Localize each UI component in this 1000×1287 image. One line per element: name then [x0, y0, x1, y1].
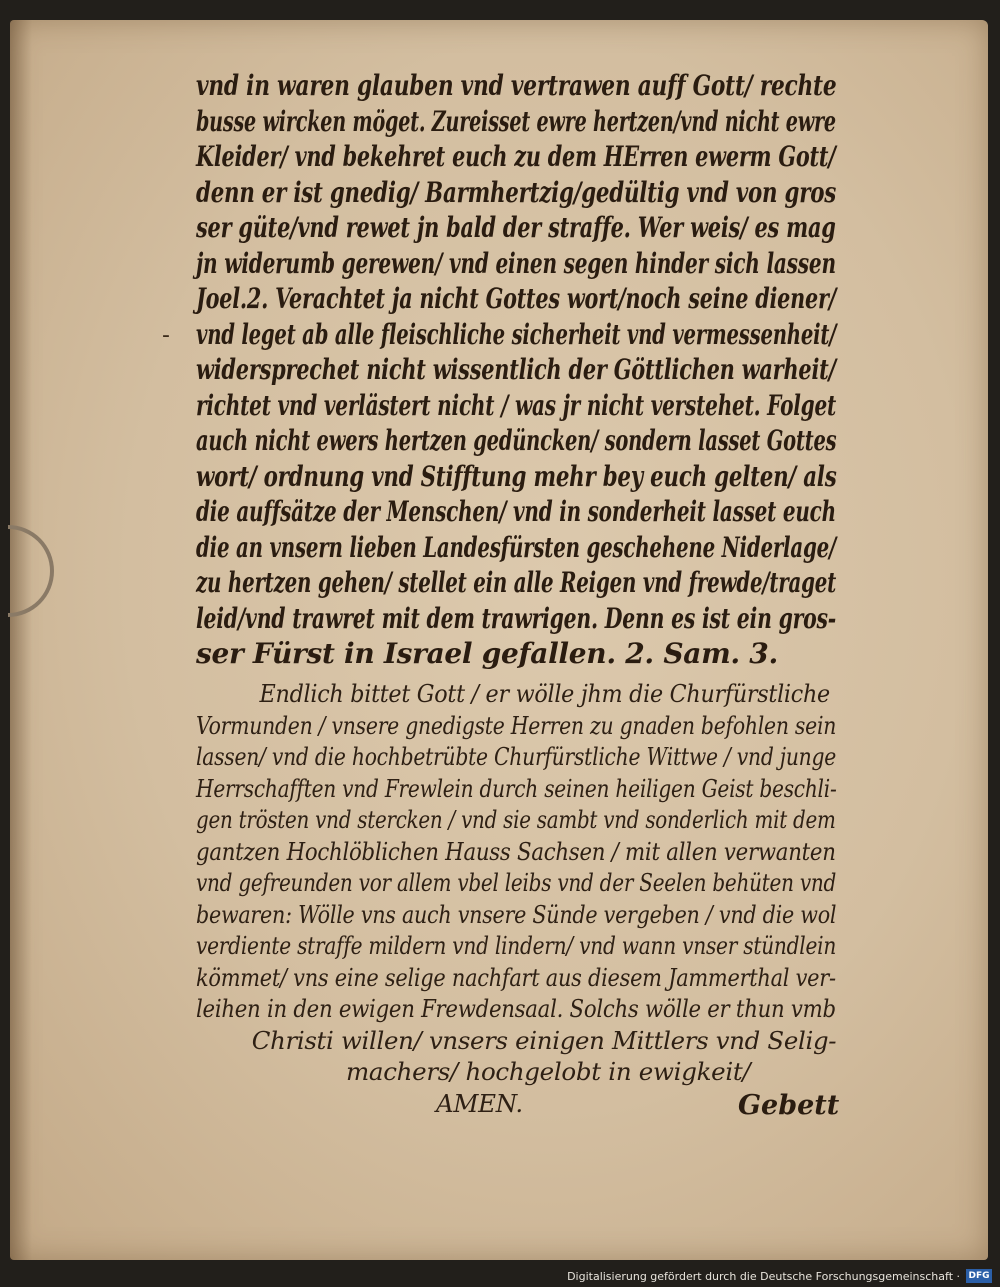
text-line: auch nicht ewers hertzen gedüncken/ sondern lasset Gottes [196, 424, 837, 457]
text-line: ser Fürst in Israel gefallen. 2. Sam. 3. [196, 637, 778, 670]
text-line: busse wircken möget. Zureisset ewre hertzen/vnd nicht ewre [196, 104, 836, 138]
text-line: Endlich bittet Gott / er wölle jhm die Churfürstliche [259, 679, 830, 708]
catchword: Gebett [738, 1090, 840, 1121]
text-line: denn er ist gnedig/ Barmhertzig/gedültig vnd von gros [196, 175, 837, 209]
text-line: jn widerumb gerewen/ vnd einen segen hinder sich lassen [196, 246, 836, 280]
text-line: gantzen Hochlöblichen Hauss Sachsen / mit allen verwanten [196, 836, 836, 866]
text-line: leid/vnd trawret mit dem trawrigen. Denn es ist ein gros- [196, 601, 837, 635]
text-line: machers/ hochgelobt in ewigkeit/ [346, 1057, 751, 1086]
text-line: vnd in waren glauben vnd vertrawen auff Gott/ rechte [196, 69, 837, 102]
text-line: Joel.2. Verachtet ja nicht Gottes wort/noch seine diener/ [196, 282, 837, 315]
dfg-logo-icon: DFG [966, 1269, 992, 1283]
text-line: leihen in den ewigen Frewdensaal. Solchs wölle er thun vmb [196, 994, 836, 1023]
text-line: bewaren: Wölle vns auch vnsere Sünde vergeben / vnd die wol [196, 899, 837, 929]
text-line: wort/ ordnung vnd Stifftung mehr bey euch gelten/ als [196, 459, 837, 493]
text-line: verdiente straffe mildern vnd lindern/ vnd wann vnser stündlein [196, 931, 837, 960]
text-line: die auffsätze der Menschen/ vnd in sonderheit lasset euch [196, 495, 836, 528]
text-line: zu hertzen gehen/ stellet ein alle Reigen vnd frewde/traget [196, 566, 837, 599]
text-line: lassen/ vnd die hochbetrübte Churfürstliche Wittwe / vnd junge [196, 742, 837, 771]
text-line: Vormunden / vnsere gnedigste Herren zu gnaden befohlen sein [196, 710, 837, 740]
text-line: die an vnsern lieben Landesfürsten geschehene Niderlage/ [196, 530, 837, 564]
text-line: vnd leget ab alle fleischliche sicherheit vnd vermessenheit/ [196, 317, 837, 351]
amen-line: AMEN. [436, 1088, 523, 1118]
text-line: Kleider/ vnd bekehret euch zu dem HErren ewerm Gott/ [196, 140, 836, 173]
paragraph-prayer [196, 678, 836, 1119]
text-line: kömmet/ vns eine selige nachfart aus diesem Jammerthal ver- [196, 962, 836, 992]
text-line: Christi willen/ vnsers einigen Mittlers vnd Selig- [251, 1025, 837, 1055]
text-line: vnd gefreunden vor allem vbel leibs vnd der Seelen behüten vnd [196, 868, 837, 897]
text-line: Herrschafften vnd Frewlein durch seinen heiligen Geist beschli- [196, 773, 837, 803]
paragraph-main [196, 68, 836, 672]
margin-mark: - [162, 323, 170, 348]
text-line: ser güte/vnd rewet jn bald der straffe. Wer weis/ es mag [196, 211, 836, 244]
digitization-footer [567, 1269, 992, 1283]
text-line: gen trösten vnd stercken / vnd sie sambt vnd sonderlich mit dem [196, 805, 836, 834]
binding-clasp [8, 525, 54, 617]
footer-credit: Digitalisierung gefördert durch die Deutsche Forschungsgemeinschaft · [567, 1269, 960, 1283]
text-line: widersprechet nicht wissentlich der Göttlichen warheit/ [196, 353, 836, 386]
text-line: richtet vnd verlästert nicht / was jr nicht verstehet. Folget [196, 388, 837, 422]
